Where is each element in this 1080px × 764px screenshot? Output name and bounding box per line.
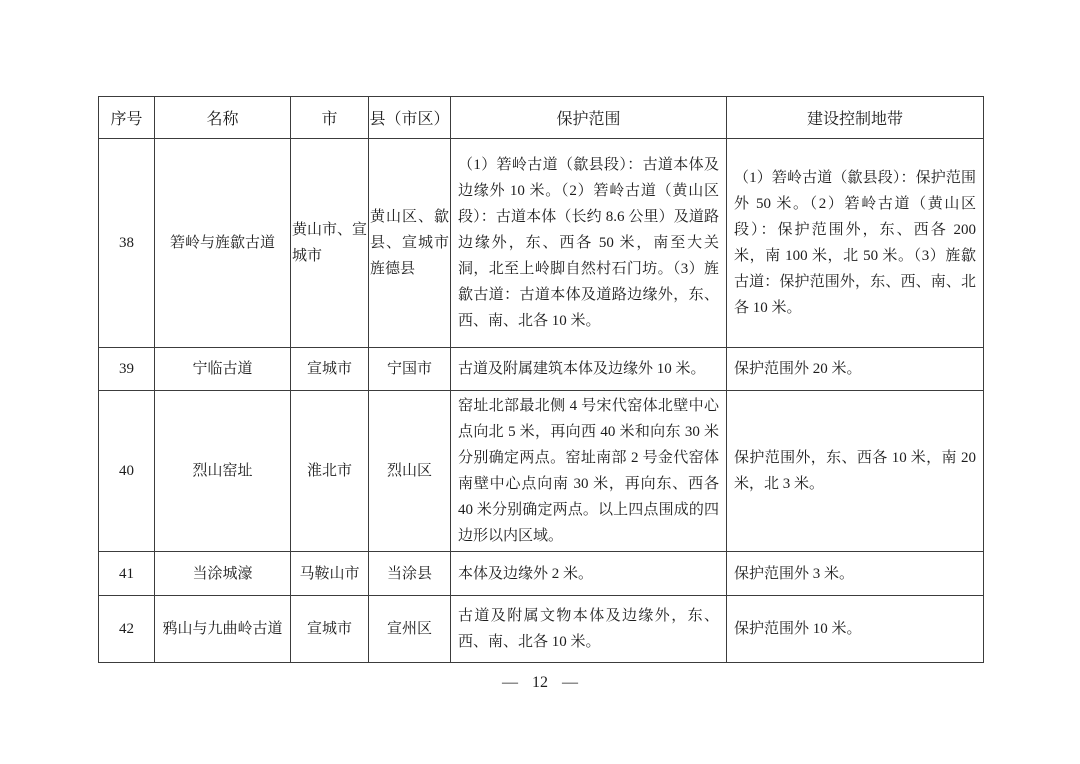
- cell-no: 38: [99, 139, 155, 348]
- cell-city: 淮北市: [291, 391, 369, 552]
- cell-name: 鸦山与九曲岭古道: [155, 596, 291, 663]
- cell-county: 黄山区、歙县、宣城市旌德县: [369, 139, 451, 348]
- column-header-name: 名称: [155, 97, 291, 139]
- table-row: [99, 552, 984, 596]
- cell-control: 保护范围外，东、西各 10 米，南 20 米，北 3 米。: [727, 391, 984, 552]
- cell-protection: （1）箬岭古道（歙县段）：古道本体及边缘外 10 米。（2）箬岭古道（黄山区段）：古道本体（长约 8.6 公里）及道路边缘外，东、西各 50 米，南至大关洞，北至上岭脚自然村石门坊。（3）旌歙古道：古道本体及道路边缘外，东、西、南、北各 10 米。: [451, 139, 727, 348]
- column-header-control: 建设控制地带: [727, 97, 984, 139]
- table-row: [99, 139, 984, 348]
- table-row: [99, 596, 984, 663]
- footer-dash-left: —: [502, 674, 518, 691]
- table-row: [99, 391, 984, 552]
- cell-county: 烈山区: [369, 391, 451, 552]
- column-header-protection: 保护范围: [451, 97, 727, 139]
- cell-protection: 本体及边缘外 2 米。: [451, 552, 727, 596]
- column-header-no: 序号: [99, 97, 155, 139]
- cell-county: 宁国市: [369, 348, 451, 391]
- cell-protection: 古道及附属建筑本体及边缘外 10 米。: [451, 348, 727, 391]
- cell-county: 宣州区: [369, 596, 451, 663]
- cell-protection: 古道及附属文物本体及边缘外，东、西、南、北各 10 米。: [451, 596, 727, 663]
- footer-dash-right: —: [562, 674, 578, 691]
- cell-city: 黄山市、宣城市: [291, 139, 369, 348]
- cell-control: 保护范围外 20 米。: [727, 348, 984, 391]
- cell-name: 宁临古道: [155, 348, 291, 391]
- cell-no: 40: [99, 391, 155, 552]
- cell-county: 当涂县: [369, 552, 451, 596]
- heritage-protection-table: [98, 96, 984, 663]
- cell-no: 42: [99, 596, 155, 663]
- page-footer: [0, 674, 1080, 692]
- cell-control: 保护范围外 10 米。: [727, 596, 984, 663]
- cell-control: （1）箬岭古道（歙县段）：保护范围外 50 米。（2）箬岭古道（黄山区段）：保护范围外，东、西各 200 米，南 100 米，北 50 米。（3）旌歙古道：保护范围外，东、西、南、北各 10 米。: [727, 139, 984, 348]
- cell-name: 当涂城濠: [155, 552, 291, 596]
- column-header-county: 县（市区）: [369, 97, 451, 139]
- table-header-row: [99, 97, 984, 139]
- cell-no: 39: [99, 348, 155, 391]
- cell-city: 宣城市: [291, 596, 369, 663]
- cell-no: 41: [99, 552, 155, 596]
- cell-name: 箬岭与旌歙古道: [155, 139, 291, 348]
- table-row: [99, 348, 984, 391]
- cell-name: 烈山窑址: [155, 391, 291, 552]
- page-number: 12: [532, 674, 548, 691]
- cell-protection: 窑址北部最北侧 4 号宋代窑体北壁中心点向北 5 米，再向西 40 米和向东 30 米分别确定两点。窑址南部 2 号金代窑体南壁中心点向南 30 米，再向东、西各 40 米分别确定两点。以上四点围成的四边形以内区域。: [451, 391, 727, 552]
- cell-control: 保护范围外 3 米。: [727, 552, 984, 596]
- column-header-city: 市: [291, 97, 369, 139]
- cell-city: 马鞍山市: [291, 552, 369, 596]
- cell-city: 宣城市: [291, 348, 369, 391]
